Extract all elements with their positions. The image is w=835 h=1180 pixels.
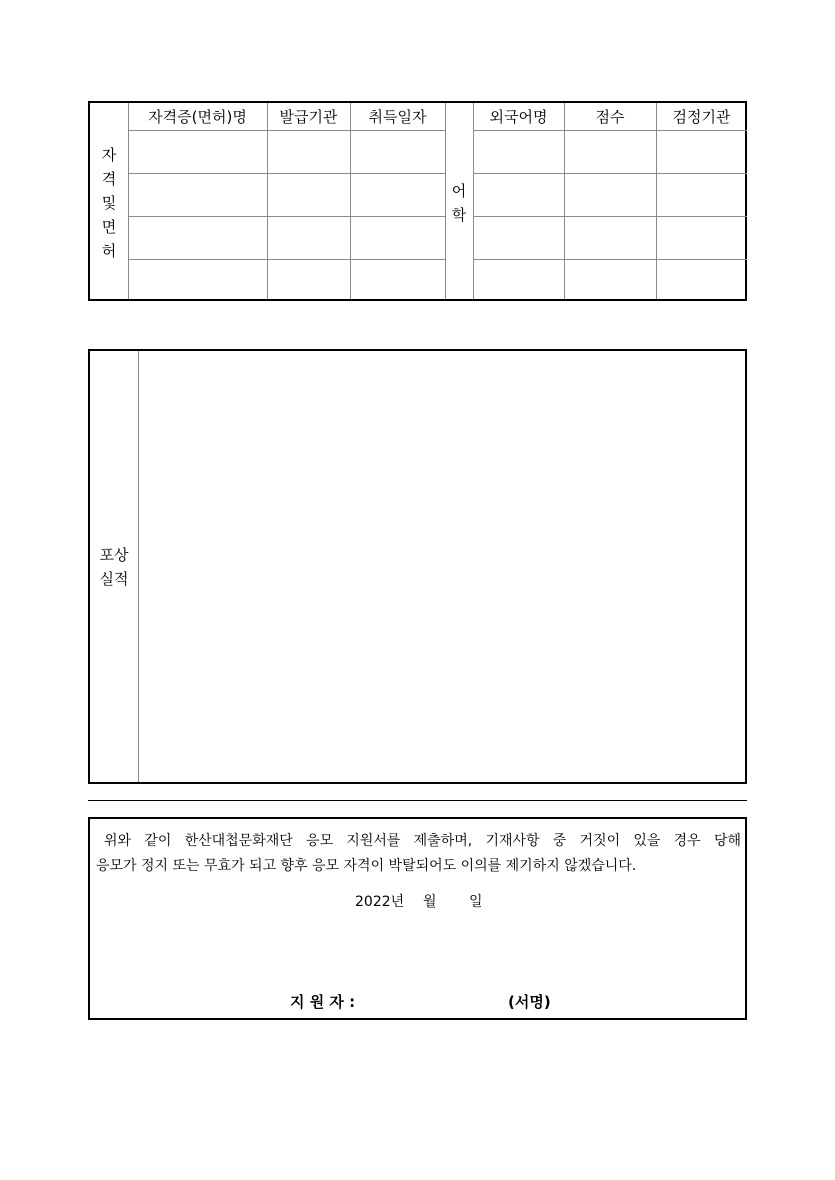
date-day: 일: [469, 894, 483, 910]
header-language-name: 외국어명: [489, 108, 548, 126]
header-acquired-date: 취득일자: [368, 108, 427, 126]
declaration-text: [96, 829, 741, 879]
declaration-box: [88, 817, 747, 1020]
signature-label: (서명): [508, 993, 551, 1011]
language-cell[interactable]: [474, 131, 564, 173]
language-cell[interactable]: [474, 260, 564, 299]
qualifications-language-table: [88, 101, 747, 301]
qualification-cell[interactable]: [268, 131, 350, 173]
awards-label-line2: 실적: [99, 569, 129, 588]
declaration-line2: 응모가 정지 또는 무효가 되고 향후 응모 자격이 박탈되어도 이의를 제기하지 않겠습니다.: [96, 858, 637, 874]
label-char: 격: [101, 170, 117, 188]
awards-label: [90, 351, 138, 782]
qualification-cell[interactable]: [129, 174, 267, 216]
language-section-label: [445, 103, 473, 299]
label-char: 학: [451, 206, 467, 224]
qualification-cell[interactable]: [129, 131, 267, 173]
language-cell[interactable]: [565, 217, 656, 259]
awards-table: [88, 349, 747, 784]
qualification-cell[interactable]: [129, 217, 267, 259]
qualification-cell[interactable]: [351, 174, 445, 216]
language-cell[interactable]: [474, 174, 564, 216]
qualification-cell[interactable]: [351, 131, 445, 173]
section-separator: [88, 800, 747, 801]
declaration-line1: 위와 같이 한산대첩문화재단 응모 지원서를 제출하며, 기재사항 중 거짓이 있을 경우 당해: [104, 833, 741, 849]
header-issuer: 발급기관: [279, 108, 338, 126]
header-score: 점수: [595, 108, 625, 126]
language-cell[interactable]: [657, 131, 745, 173]
qualification-cell[interactable]: [268, 260, 350, 299]
qualification-cell[interactable]: [129, 260, 267, 299]
qualification-cell[interactable]: [268, 174, 350, 216]
label-char: 면: [101, 218, 117, 236]
language-cell[interactable]: [657, 260, 745, 299]
label-char: 및: [101, 194, 117, 212]
qualifications-section-label: [90, 103, 128, 299]
label-char: 허: [101, 242, 117, 260]
language-cell[interactable]: [565, 260, 656, 299]
applicant-label: 지 원 자 :: [290, 993, 356, 1011]
language-cell[interactable]: [657, 217, 745, 259]
awards-content-field[interactable]: [139, 351, 745, 782]
language-cell[interactable]: [474, 217, 564, 259]
qualification-cell[interactable]: [268, 217, 350, 259]
date-year: 2022년: [355, 894, 405, 910]
qualification-cell[interactable]: [351, 260, 445, 299]
label-char: 자: [101, 146, 117, 164]
date-month: 월: [423, 894, 437, 910]
language-cell[interactable]: [565, 174, 656, 216]
header-certificate-name: 자격증(면허)명: [148, 108, 247, 126]
awards-label-line1: 포상: [99, 545, 129, 564]
qualification-cell[interactable]: [351, 217, 445, 259]
label-char: 어: [451, 182, 467, 200]
language-cell[interactable]: [565, 131, 656, 173]
language-cell[interactable]: [657, 174, 745, 216]
header-testing-org: 검정기관: [672, 108, 731, 126]
